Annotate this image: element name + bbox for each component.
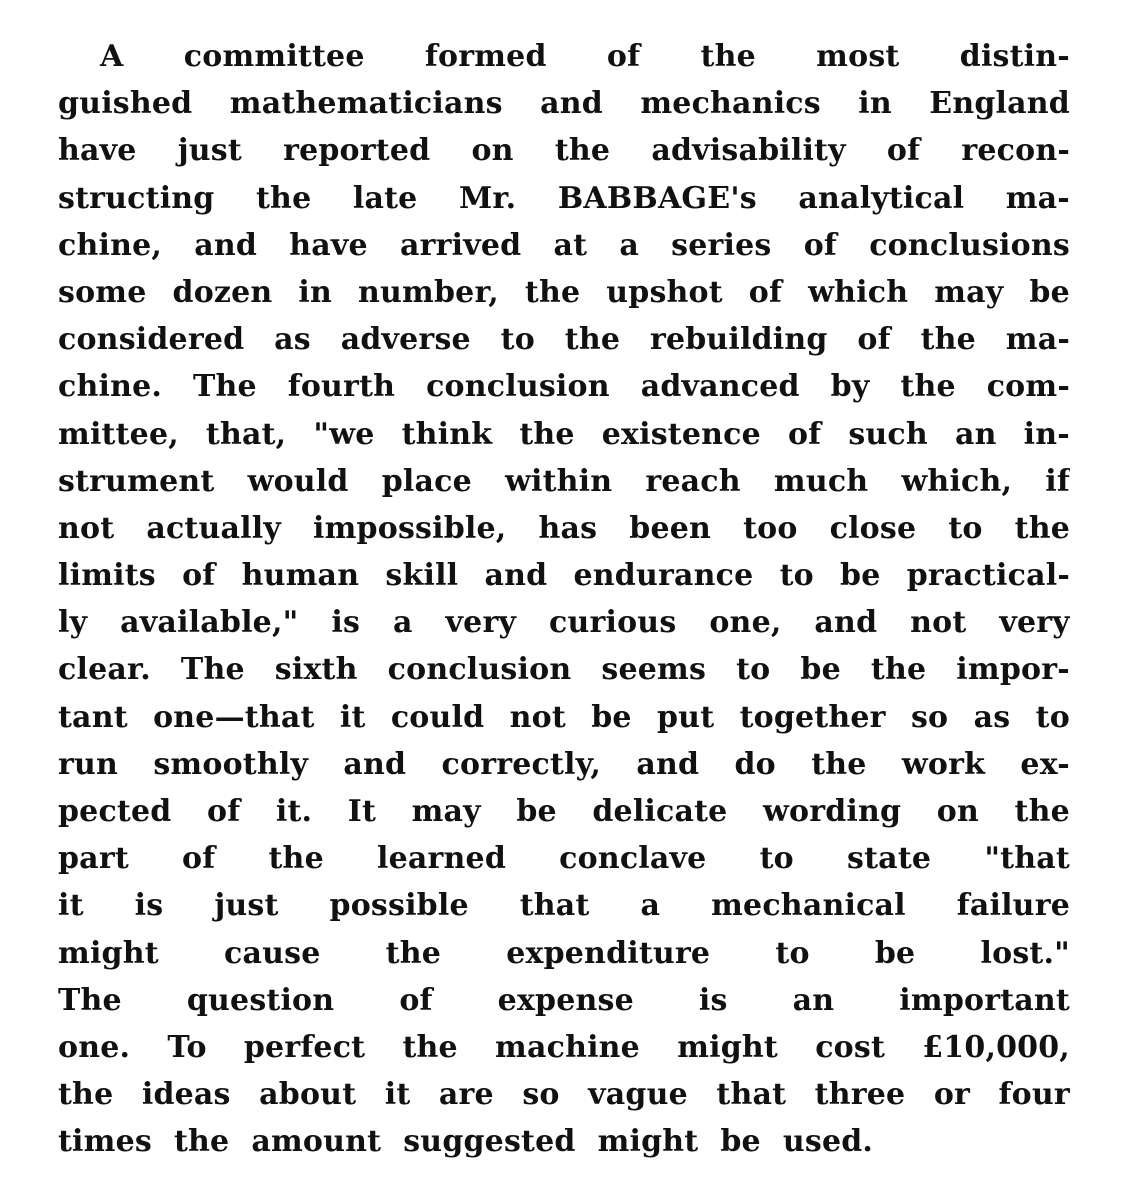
article-word: to [759,841,794,877]
article-word: so [522,1077,560,1113]
article-word: much [773,463,869,499]
article-word: The [180,652,245,688]
article-word: existence [601,416,761,452]
article-word: com- [986,369,1070,405]
article-word: delicate [592,794,728,829]
article-word: a [392,605,413,641]
article-word: considered [58,322,245,358]
article-word: question [186,982,335,1018]
article-word: is [331,605,361,641]
article-line [58,316,1070,363]
article-word: adverse [340,322,471,358]
article-word: a [619,227,639,263]
article-word: series [671,227,772,263]
article-word: of [803,227,838,263]
article-word: the [554,133,611,169]
article-line [58,80,1070,127]
article-word: if [1045,463,1070,499]
article-word: To [167,1029,207,1065]
article-word: in [858,86,892,122]
article-word: machine [495,1029,640,1065]
article-word: be [591,699,632,735]
article-word: do [734,746,776,782]
article-word: suggested [403,1124,576,1160]
article-word: and [194,227,258,263]
article-word: it [339,699,366,735]
article-word: and [540,86,603,122]
article-word: think [401,416,493,452]
article-word: arrived [399,227,522,263]
article-word: of [399,982,433,1018]
article-word: as [274,322,311,358]
article-word: of [182,558,216,594]
article-line [58,646,1070,693]
article-word: committee [183,39,365,74]
article-word: one—that [153,699,315,735]
article-word: cause [223,935,321,971]
article-word: structing [58,180,215,216]
article-word: "that [984,841,1070,877]
article-word: to [779,558,814,594]
article-word: skill [385,558,459,594]
article-word: amount [251,1124,382,1160]
article-word: times [58,1124,152,1160]
article-line [58,882,1070,929]
article-word: dozen [172,274,273,310]
article-line [58,458,1070,505]
article-word: place [381,463,472,499]
article-word: expenditure [506,935,711,971]
article-word: some [58,274,147,310]
article-word: Mr. [458,180,517,216]
article-word: are [438,1077,494,1113]
article-word: to [948,510,983,546]
article-word: a [640,888,661,924]
article-word: curious [549,605,677,641]
article-word: three [814,1077,906,1113]
article-word: conclusion [426,369,610,405]
article-word: ma- [1005,180,1070,216]
article-word: which [808,274,909,310]
article-word: upshot [606,274,723,310]
article-word: reach [645,463,741,499]
article-word: of [787,416,822,452]
article-word: that [716,1077,787,1113]
article-word: very [999,605,1070,641]
article-line [58,694,1070,741]
article-word: is [134,888,164,924]
article-word: England [929,86,1070,122]
article-word: so [910,699,949,735]
article-word: the [900,369,956,405]
article-word: have [289,227,368,263]
article-word: which, [901,463,1013,499]
article-word: may [934,274,1004,310]
article-word: the [1014,510,1070,546]
article-line [58,222,1070,269]
article-line [58,599,1070,646]
article-word: it [384,1077,411,1113]
article-word: very [445,605,517,641]
article-word: be [720,1124,761,1160]
article-word: the [402,1029,458,1065]
article-word: impor- [956,652,1070,688]
article-word: and [636,746,700,782]
article-word: the [700,39,756,74]
article-line [58,977,1070,1024]
article-word: The [192,369,257,405]
article-word: mechanics [640,86,821,122]
article-word: the [268,841,324,877]
article-word: important [899,982,1070,1018]
article-word: clear. [58,652,151,688]
article-word: it [58,888,84,924]
article-word: tant [58,699,128,735]
article-line [58,741,1070,788]
article-word: too [743,510,798,546]
article-word: the [385,935,442,971]
article-word: actually [146,510,281,546]
article-word: about [259,1077,357,1113]
article-word: the [256,180,312,216]
article-word: of [182,841,216,877]
article-word: might [58,935,159,971]
article-word: on [936,794,979,829]
article-word: the [1014,794,1070,829]
article-word: A [100,39,124,74]
article-word: mathematicians [229,86,503,122]
article-word: recon- [961,133,1070,169]
article-word: analytical [798,180,965,216]
article-word: the [524,274,581,310]
article-word: not [509,699,566,735]
article-word: sixth [274,652,358,688]
article-word: four [998,1077,1070,1113]
article-word: strument [58,463,215,499]
article-word: ma- [1005,322,1070,358]
article-word: in- [1023,416,1070,452]
article-word: practical- [906,558,1070,594]
article-word: part [58,841,129,877]
article-line [58,33,1070,80]
article-word: expense [497,982,634,1018]
article-word: guished [58,86,193,122]
article-word: of [857,322,891,358]
article-word: be [874,935,916,971]
article-word: ex- [1020,746,1070,782]
article-word: It [347,794,377,829]
article-word: conclave [559,841,707,877]
article-line [58,175,1070,222]
article-word: one. [58,1029,131,1065]
article-word: impossible, [313,510,507,546]
article-word: on [471,133,514,169]
article-line [58,552,1070,599]
article-word: would [247,463,349,499]
article-word: be [516,794,557,829]
article-word: by [830,369,870,405]
article-column [58,33,1070,1166]
article-word: the [920,322,976,358]
article-word: failure [956,888,1070,924]
article-word: within [504,463,613,499]
article-word: to [775,935,810,971]
article-word: and [814,605,878,641]
article-word: the [173,1124,230,1160]
article-word: as [973,699,1011,735]
article-word: of [748,274,783,310]
article-word: lost." [980,935,1070,971]
article-word: close [829,510,917,546]
article-word: the [870,652,927,688]
article-word: and [343,746,407,782]
article-word: to [1035,699,1070,735]
article-word: just [214,888,279,924]
article-line [58,505,1070,552]
article-word: chine. [58,369,163,405]
article-word: conclusions [869,227,1070,263]
article-word: advisability [651,133,846,169]
article-word: cost [815,1029,886,1065]
article-word: reported [283,133,431,169]
article-word: at [553,227,588,263]
article-word: and [484,558,548,594]
article-word: endurance [573,558,754,594]
article-line [58,411,1070,458]
article-word: that, [205,416,287,452]
article-word: one, [709,605,782,641]
article-line [58,1118,1070,1165]
article-word: vague [588,1077,688,1113]
article-word: such [848,416,928,452]
article-word: has [538,510,598,546]
article-line [58,363,1070,410]
article-word: pected [58,794,172,829]
article-word: conclusion [387,652,572,688]
article-line [58,269,1070,316]
article-word: available," [120,605,299,641]
article-word: that [519,888,590,924]
article-word: just [177,133,242,169]
article-line [58,1071,1070,1118]
article-word: late [352,180,418,216]
article-word: of [886,133,921,169]
article-word: to [736,652,771,688]
article-word: The [58,982,122,1018]
article-word: £10,000, [922,1029,1070,1065]
article-word: human [241,558,360,594]
article-word: an [792,982,835,1018]
article-line [58,835,1070,882]
article-word: chine, [58,227,163,263]
article-word: of [207,794,241,829]
article-word: perfect [243,1029,366,1065]
article-word: the [811,746,867,782]
article-word: not [910,605,967,641]
article-word: work [901,746,986,782]
article-word: mechanical [711,888,906,924]
article-word: number, [358,274,499,310]
article-word: have [58,133,137,169]
article-word: the [58,1077,114,1113]
article-word: been [629,510,712,546]
article-word: "we [313,416,375,452]
article-word: run [58,746,119,782]
article-word: the [564,322,621,358]
article-word: mittee, [58,416,179,452]
article-word: distin- [959,39,1070,74]
article-word: may [411,794,481,829]
article-word: not [58,510,115,546]
article-word: BABBAGE's [557,180,757,216]
article-line [58,127,1070,174]
article-word: together [739,699,886,735]
article-word: of [606,39,641,74]
article-word: used. [782,1124,874,1160]
article-line [58,788,1070,835]
article-word: an [954,416,997,452]
article-word: could [390,699,485,735]
article-word: possible [329,888,469,924]
article-word: ideas [141,1077,231,1113]
article-word: state [847,841,932,877]
article-word: be [800,652,841,688]
article-word: it. [275,794,313,829]
article-word: ly [58,605,88,641]
article-word: or [933,1077,971,1113]
article-word: is [698,982,728,1018]
article-word: seems [601,652,707,688]
article-word: fourth [287,369,396,405]
article-word: correctly, [441,746,602,782]
article-word: might [677,1029,778,1065]
article-word: be [1029,274,1070,310]
article-word: be [840,558,881,594]
article-word: learned [377,841,507,877]
article-word: might [597,1124,699,1160]
article-word: wording [763,794,902,829]
article-line [58,930,1070,977]
article-word: smoothly [153,746,309,782]
article-line [58,1024,1070,1071]
article-word: limits [58,558,156,594]
article-word: rebuilding [649,322,828,358]
article-word: to [500,322,535,358]
article-word: most [816,39,900,74]
article-word: put [657,699,715,735]
article-word: formed [424,39,547,74]
article-word: in [298,274,333,310]
article-word: the [519,416,575,452]
article-word: advanced [640,369,800,405]
